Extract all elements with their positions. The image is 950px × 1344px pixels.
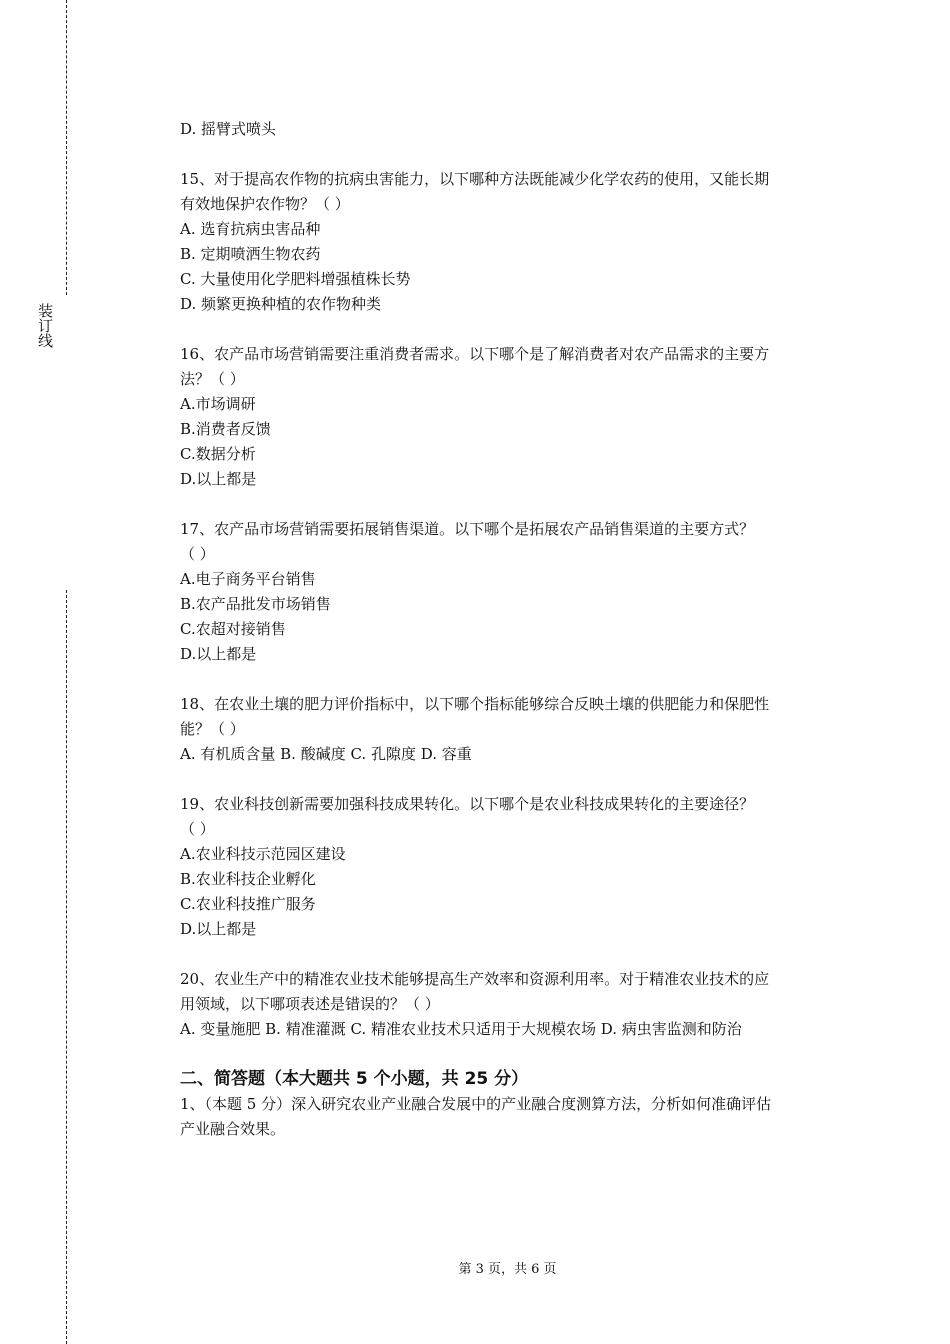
q15-stem: 有效地保护农作物？（ ） (180, 195, 350, 213)
q15-stem: 15、对于提高农作物的抗病虫害能力，以下哪种方法既能减少化学农药的使用，又能长期 (180, 170, 770, 188)
q17-stem: （ ） (180, 545, 215, 563)
q16-option: B.消费者反馈 (180, 420, 271, 438)
q19-option: B.农业科技企业孵化 (180, 870, 316, 888)
q15-option: C. 大量使用化学肥料增强植株长势 (180, 270, 411, 288)
q17-stem: 17、农产品市场营销需要拓展销售渠道。以下哪个是拓展农产品销售渠道的主要方式？ (180, 520, 755, 538)
section-heading: 二、简答题（本大题共 5 个小题，共 25 分） (180, 1069, 529, 1089)
q16-option: D.以上都是 (180, 470, 257, 488)
q18-options: A. 有机质含量 B. 酸碱度 C. 孔隙度 D. 容重 (180, 745, 472, 763)
binding-line-top (66, 0, 67, 295)
q20-stem: 20、农业生产中的精准农业技术能够提高生产效率和资源利用率。对于精准农业技术的应 (180, 970, 770, 988)
q14-option-d: D. 摇臂式喷头 (180, 120, 277, 138)
q18-stem: 18、在农业土壤的肥力评价指标中，以下哪个指标能够综合反映土壤的供肥能力和保肥性 (180, 695, 770, 713)
page-footer: 第 3 页，共 6 页 (458, 1262, 557, 1277)
q20-options: A. 变量施肥 B. 精准灌溉 C. 精准农业技术只适用于大规模农场 D. 病虫害监测和防治 (180, 1020, 742, 1038)
exam-content (180, 117, 850, 1142)
q15-option: D. 频繁更换种植的农作物种类 (180, 295, 382, 313)
q15-option: B. 定期喷洒生物农药 (180, 245, 321, 263)
q17-option: A.电子商务平台销售 (180, 570, 316, 588)
q18-stem: 能？（ ） (180, 720, 245, 738)
q16-stem: 16、农产品市场营销需要注重消费者需求。以下哪个是了解消费者对农产品需求的主要方 (180, 345, 770, 363)
q19-stem: （ ） (180, 820, 215, 838)
binding-line-bottom (66, 590, 67, 1344)
q17-option: D.以上都是 (180, 645, 257, 663)
q19-option: A.农业科技示范园区建设 (180, 845, 346, 863)
q19-stem: 19、农业科技创新需要加强科技成果转化。以下哪个是农业科技成果转化的主要途径？ (180, 795, 755, 813)
q17-option: C.农超对接销售 (180, 620, 286, 638)
q16-option: C.数据分析 (180, 445, 256, 463)
short-answer-q1: 产业融合效果。 (180, 1120, 286, 1138)
q17-option: B.农产品批发市场销售 (180, 595, 331, 613)
short-answer-q1: 1、（本题 5 分）深入研究农业产业融合发展中的产业融合度测算方法，分析如何准确评估 (180, 1095, 772, 1113)
q16-option: A.市场调研 (180, 395, 256, 413)
q19-option: C.农业科技推广服务 (180, 895, 316, 913)
binding-label: 装订线 (36, 303, 54, 348)
q16-stem: 法？（ ） (180, 370, 245, 388)
q19-option: D.以上都是 (180, 920, 257, 938)
q20-stem: 用领域，以下哪项表述是错误的？（ ） (180, 995, 440, 1013)
q15-option: A. 选育抗病虫害品种 (180, 220, 321, 238)
